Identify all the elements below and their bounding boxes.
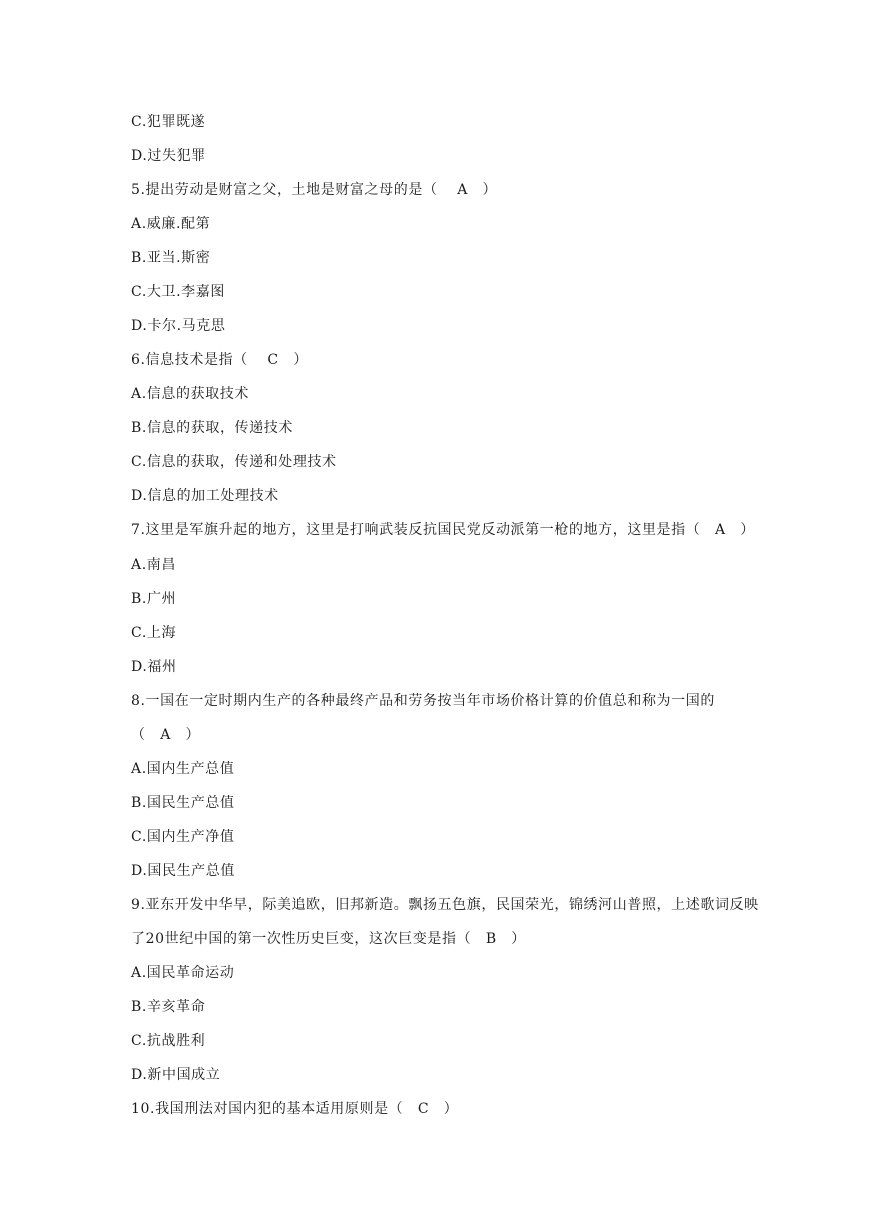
option-line: D.国民生产总值 [131,863,235,879]
option-line: C.上海 [131,625,177,641]
option-line: C.信息的获取，传递和处理技术 [131,454,337,470]
question-10: 10.我国刑法对国内犯的基本适用原则是（ C ） [131,1101,459,1117]
option-line: D.福州 [131,659,177,675]
question-9-continuation: 了20世纪中国的第一次性历史巨变，这次巨变是指（ B ） [131,931,526,947]
option-line: D.新中国成立 [131,1067,221,1083]
question-5: 5.提出劳动是财富之父，土地是财富之母的是（ A ） [131,182,498,198]
option-line: A.国内生产总值 [131,761,235,777]
option-line: B.辛亥革命 [131,999,206,1015]
question-7: 7.这里是军旗升起的地方，这里是打响武装反抗国民党反动派第一枪的地方，这里是指（ A ） [131,522,755,538]
option-line: B.国民生产总值 [131,795,235,811]
option-line: A.信息的获取技术 [131,386,249,402]
option-line: C.犯罪既遂 [131,114,206,130]
option-line: A.威廉.配第 [131,216,211,232]
question-6: 6.信息技术是指（ C ） [131,352,308,368]
option-line: C.抗战胜利 [131,1033,206,1049]
option-line: D.卡尔.马克思 [131,318,226,334]
question-9: 9.亚东开发中华早，际美追欧，旧邦新造。飘扬五色旗，民国荣光，锦绣河山普照，上述歌词反映 [131,897,759,913]
option-line: B.广州 [131,591,177,607]
option-line: B.亚当.斯密 [131,250,211,266]
option-line: B.信息的获取，传递技术 [131,420,293,436]
option-line: A.国民革命运动 [131,965,235,981]
option-line: D.过失犯罪 [131,148,206,164]
option-line: C.国内生产净值 [131,829,235,845]
question-8: 8.一国在一定时期内生产的各种最终产品和劳务按当年市场价格计算的价值总和称为一国的 [131,693,715,709]
option-line: A.南昌 [131,557,176,573]
option-line: C.大卫.李嘉图 [131,284,225,300]
option-line: D.信息的加工处理技术 [131,488,279,504]
question-8-continuation: （ A ） [131,727,201,743]
